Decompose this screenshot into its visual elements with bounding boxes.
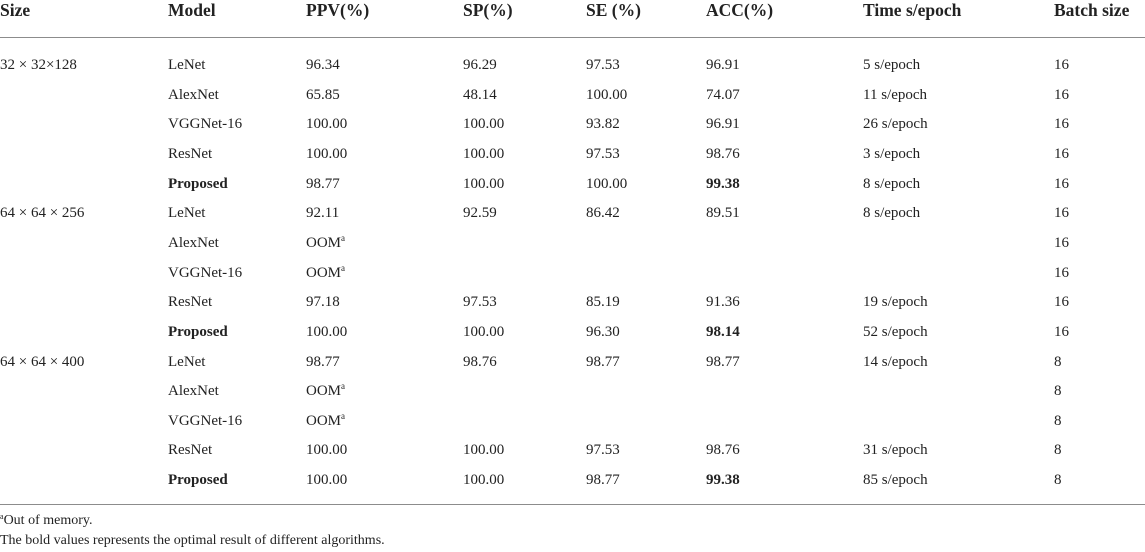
- cell-se: [586, 55, 620, 75]
- cell-ppv-text: OOM: [306, 383, 342, 400]
- header-time: Time s/epoch: [863, 0, 962, 20]
- cell-time-text: 52 s/epoch: [863, 323, 928, 340]
- bottom-rule: [0, 504, 1145, 505]
- cell-sp-text: 96.29: [463, 57, 497, 73]
- cell-ppv-text: 65.85: [306, 86, 340, 103]
- cell-time: [863, 144, 920, 164]
- cell-sp-text: 100.00: [463, 472, 505, 489]
- cell-batch-text: 16: [1054, 264, 1069, 281]
- cell-batch: [1054, 322, 1069, 342]
- cell-se-text: 97.53: [586, 145, 620, 162]
- cell-batch-text: 16: [1054, 116, 1069, 133]
- cell-time: [863, 352, 928, 372]
- cell-acc-text: 91.36: [706, 294, 740, 311]
- cell-ppv: [306, 203, 339, 223]
- cell-ppv-text: 98.77: [306, 175, 340, 192]
- cell-model: [168, 440, 212, 460]
- cell-ppv-text: 98.77: [306, 353, 340, 370]
- cell-batch-text: 8: [1054, 412, 1062, 429]
- cell-acc-text: 98.77: [706, 353, 740, 370]
- cell-se: [586, 144, 620, 164]
- cell-batch-text: 16: [1054, 145, 1069, 162]
- cell-acc: [706, 174, 740, 194]
- cell-time: [863, 174, 920, 194]
- cell-model-text: LeNet: [168, 353, 206, 370]
- cell-ppv-text: 100.00: [306, 323, 348, 340]
- cell-se-text: 100.00: [586, 175, 628, 192]
- cell-acc: [706, 322, 740, 342]
- cell-ppv-text: OOM: [306, 234, 342, 251]
- cell-se-text: 100.00: [586, 86, 628, 103]
- cell-time: [863, 440, 928, 460]
- cell-se: [586, 322, 620, 342]
- cell-se: [586, 352, 620, 372]
- oom-footnote-marker: a: [341, 262, 346, 273]
- cell-se: [586, 174, 627, 194]
- cell-ppv: [306, 55, 340, 75]
- cell-batch-text: 8: [1054, 383, 1062, 400]
- cell-model: [168, 381, 219, 401]
- cell-time-text: 14 s/epoch: [863, 353, 928, 370]
- cell-sp: [463, 292, 497, 312]
- cell-se: [586, 85, 627, 105]
- cell-batch-text: 8: [1054, 472, 1062, 489]
- cell-se: [586, 292, 620, 312]
- oom-footnote-marker: a: [341, 410, 346, 421]
- table-row: [0, 322, 1145, 352]
- oom-footnote-marker: a: [341, 381, 346, 392]
- footnote-marker: a: [0, 512, 4, 521]
- cell-time-text: 19 s/epoch: [863, 294, 928, 311]
- header-rule: [0, 37, 1145, 38]
- cell-model-text: LeNet: [168, 205, 206, 222]
- cell-model: [168, 55, 205, 75]
- cell-model-text: VGGNet-16: [168, 116, 243, 133]
- cell-time: [863, 114, 928, 134]
- cell-ppv-text: 100.00: [306, 145, 348, 162]
- cell-time-text: 3 s/epoch: [863, 145, 921, 162]
- cell-sp: [463, 55, 497, 75]
- cell-time: [863, 322, 928, 342]
- header-sp: SP(%): [463, 0, 513, 20]
- cell-batch: [1054, 55, 1069, 75]
- header-acc: ACC(%): [706, 0, 774, 20]
- cell-model: [168, 203, 205, 223]
- table-row: [0, 292, 1145, 322]
- cell-batch-text: 16: [1054, 323, 1069, 340]
- cell-model: [168, 233, 219, 253]
- cell-se: [586, 470, 620, 490]
- footnote-oom: [0, 512, 92, 530]
- cell-acc: [706, 470, 740, 490]
- cell-time-text: 11 s/epoch: [863, 86, 928, 103]
- cell-model: [168, 114, 242, 134]
- cell-ppv-text: OOM: [306, 412, 342, 429]
- cell-ppv: [306, 470, 347, 490]
- cell-batch-text: 16: [1054, 234, 1069, 251]
- header-se: SE (%): [586, 0, 641, 20]
- cell-ppv-text: 100.00: [306, 116, 348, 133]
- cell-time-text: 8 s/epoch: [863, 205, 921, 222]
- cell-time: [863, 55, 920, 75]
- table-row: [0, 85, 1145, 115]
- cell-batch-text: 16: [1054, 86, 1069, 103]
- cell-ppv-text: 97.18: [306, 294, 340, 311]
- cell-se-text: 86.42: [586, 205, 620, 222]
- cell-model-text: Proposed: [168, 472, 228, 489]
- cell-acc-text: 89.51: [706, 205, 740, 222]
- cell-se-text: 98.77: [586, 472, 620, 489]
- cell-size: [0, 203, 84, 223]
- table-row: [0, 203, 1145, 233]
- cell-model-text: AlexNet: [168, 234, 219, 251]
- cell-batch: [1054, 174, 1069, 194]
- cell-sp-text: 92.59: [463, 205, 497, 222]
- cell-sp-text: 97.53: [463, 294, 497, 311]
- cell-ppv: [306, 233, 345, 253]
- cell-acc: [706, 203, 740, 223]
- cell-model-text: ResNet: [168, 442, 213, 459]
- cell-acc: [706, 352, 740, 372]
- cell-batch: [1054, 352, 1062, 372]
- cell-batch: [1054, 144, 1069, 164]
- cell-sp: [463, 440, 504, 460]
- cell-model-text: Proposed: [168, 175, 228, 192]
- cell-ppv: [306, 292, 340, 312]
- cell-ppv-text: OOM: [306, 264, 342, 281]
- cell-size-text: 32 × 32×128: [0, 57, 77, 73]
- table-row: [0, 440, 1145, 470]
- oom-footnote-marker: a: [341, 232, 346, 243]
- cell-sp-text: 100.00: [463, 145, 505, 162]
- cell-model-text: ResNet: [168, 294, 213, 311]
- cell-ppv: [306, 114, 347, 134]
- cell-model: [168, 85, 219, 105]
- cell-ppv: [306, 174, 340, 194]
- cell-time-text: 26 s/epoch: [863, 116, 928, 133]
- table-row: [0, 233, 1145, 263]
- cell-model: [168, 470, 228, 490]
- cell-time-text: 5 s/epoch: [863, 57, 921, 73]
- cell-ppv-text: 92.11: [306, 205, 340, 222]
- cell-se-text: 85.19: [586, 294, 620, 311]
- cell-time-text: 85 s/epoch: [863, 472, 928, 489]
- cell-time: [863, 85, 927, 105]
- cell-ppv-text: 100.00: [306, 442, 348, 459]
- cell-batch: [1054, 233, 1069, 253]
- cell-ppv: [306, 322, 347, 342]
- cell-batch: [1054, 263, 1069, 283]
- cell-se-text: 96.30: [586, 323, 620, 340]
- header-ppv: PPV(%): [306, 0, 370, 20]
- cell-size: [0, 55, 77, 75]
- table-row: [0, 144, 1145, 174]
- cell-model: [168, 322, 228, 342]
- cell-sp-text: 100.00: [463, 175, 505, 192]
- cell-se-text: 97.53: [586, 57, 620, 73]
- cell-ppv: [306, 263, 345, 283]
- cell-se-text: 98.77: [586, 353, 620, 370]
- cell-acc-text: 99.38: [706, 175, 740, 192]
- table-row: [0, 381, 1145, 411]
- cell-model-text: LeNet: [168, 57, 206, 73]
- cell-batch-text: 8: [1054, 353, 1062, 370]
- cell-batch-text: 16: [1054, 205, 1069, 222]
- header-batch: Batch size: [1054, 0, 1130, 20]
- table-row: [0, 411, 1145, 441]
- cell-ppv: [306, 352, 340, 372]
- cell-model: [168, 352, 205, 372]
- cell-batch: [1054, 440, 1062, 460]
- cell-model-text: VGGNet-16: [168, 412, 243, 429]
- cell-sp: [463, 114, 504, 134]
- cell-model-text: ResNet: [168, 145, 213, 162]
- cell-sp-text: 100.00: [463, 442, 505, 459]
- cell-batch: [1054, 292, 1069, 312]
- cell-sp: [463, 174, 504, 194]
- cell-ppv-text: 100.00: [306, 472, 348, 489]
- cell-acc-text: 98.76: [706, 442, 740, 459]
- cell-ppv: [306, 144, 347, 164]
- cell-sp-text: 48.14: [463, 86, 497, 103]
- cell-batch-text: 16: [1054, 175, 1069, 192]
- cell-model-text: AlexNet: [168, 383, 219, 400]
- cell-acc-text: 96.91: [706, 116, 740, 133]
- cell-ppv: [306, 85, 340, 105]
- cell-batch-text: 16: [1054, 294, 1069, 311]
- cell-acc-text: 98.76: [706, 145, 740, 162]
- cell-size: [0, 352, 84, 372]
- cell-batch: [1054, 85, 1069, 105]
- cell-acc-text: 99.38: [706, 472, 740, 489]
- cell-sp-text: 100.00: [463, 116, 505, 133]
- cell-ppv-text: 96.34: [306, 57, 340, 73]
- cell-time: [863, 203, 920, 223]
- cell-sp: [463, 322, 504, 342]
- cell-acc: [706, 440, 740, 460]
- table-row: [0, 55, 1145, 85]
- cell-model-text: VGGNet-16: [168, 264, 243, 281]
- table-row: [0, 352, 1145, 382]
- cell-batch: [1054, 114, 1069, 134]
- table-row: [0, 470, 1145, 500]
- cell-sp: [463, 85, 497, 105]
- cell-ppv: [306, 381, 345, 401]
- footnote-oom-text: Out of memory.: [3, 513, 93, 528]
- cell-model: [168, 144, 212, 164]
- cell-sp: [463, 144, 504, 164]
- cell-acc-text: 98.14: [706, 323, 740, 340]
- table-row: [0, 263, 1145, 293]
- cell-sp: [463, 470, 504, 490]
- cell-acc: [706, 292, 740, 312]
- cell-time: [863, 470, 928, 490]
- cell-se-text: 93.82: [586, 116, 620, 133]
- cell-batch: [1054, 470, 1062, 490]
- cell-model-text: Proposed: [168, 323, 228, 340]
- cell-acc-text: 74.07: [706, 86, 740, 103]
- cell-model: [168, 292, 212, 312]
- table-row: [0, 114, 1145, 144]
- cell-time-text: 8 s/epoch: [863, 175, 921, 192]
- cell-acc: [706, 85, 740, 105]
- cell-acc-text: 96.91: [706, 57, 740, 73]
- cell-model-text: AlexNet: [168, 86, 219, 103]
- cell-batch-text: 16: [1054, 57, 1069, 73]
- cell-se: [586, 203, 620, 223]
- cell-sp-text: 100.00: [463, 323, 505, 340]
- table-row: [0, 174, 1145, 204]
- cell-size-text: 64 × 64 × 256: [0, 205, 85, 222]
- cell-time: [863, 292, 928, 312]
- cell-se: [586, 114, 620, 134]
- cell-time-text: 31 s/epoch: [863, 442, 928, 459]
- cell-acc: [706, 144, 740, 164]
- cell-batch: [1054, 381, 1062, 401]
- cell-ppv: [306, 440, 347, 460]
- cell-se-text: 97.53: [586, 442, 620, 459]
- cell-ppv: [306, 411, 345, 431]
- cell-batch: [1054, 411, 1062, 431]
- cell-sp-text: 98.76: [463, 353, 497, 370]
- cell-acc: [706, 55, 740, 75]
- header-size: Size: [0, 0, 31, 20]
- header-model: Model: [168, 0, 216, 20]
- cell-sp: [463, 203, 497, 223]
- cell-batch-text: 8: [1054, 442, 1062, 459]
- cell-batch: [1054, 203, 1069, 223]
- cell-model: [168, 411, 242, 431]
- cell-model: [168, 174, 228, 194]
- cell-acc: [706, 114, 740, 134]
- cell-se: [586, 440, 620, 460]
- footnote-bold: The bold values represents the optimal result of different algorithms.: [0, 533, 385, 548]
- cell-size-text: 64 × 64 × 400: [0, 353, 85, 370]
- cell-model: [168, 263, 242, 283]
- cell-sp: [463, 352, 497, 372]
